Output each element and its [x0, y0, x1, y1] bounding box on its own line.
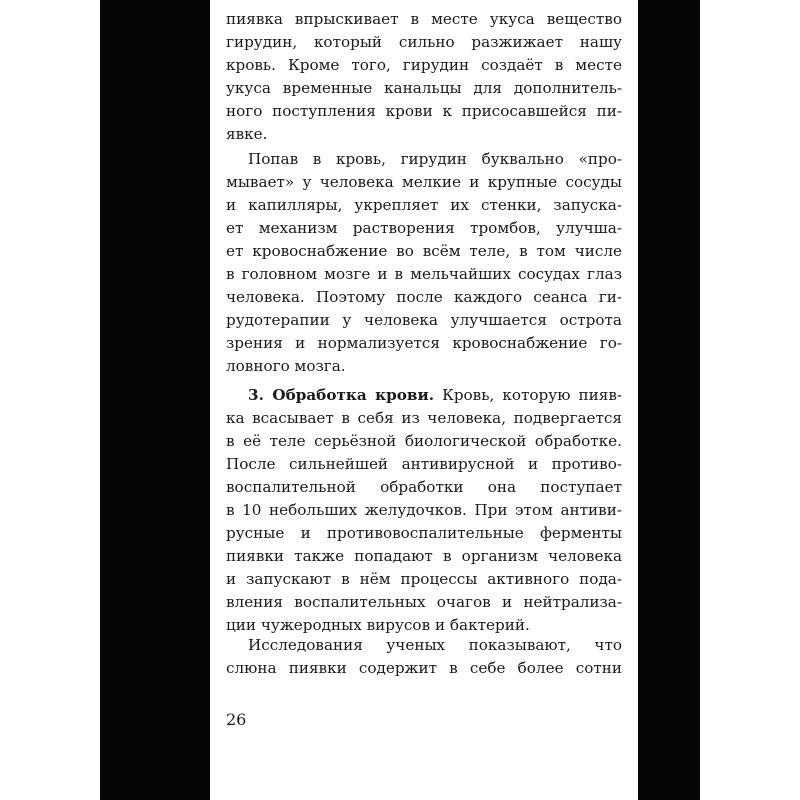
text-line: в головном мозге и в мельчайших сосудах глаз: [226, 265, 622, 283]
text-line: пиявка впрыскивает в месте укуса вещество: [226, 10, 622, 28]
text-line: Попав в кровь, гирудин буквально «про-: [248, 150, 622, 168]
text-line: в 10 небольших желудочков. При этом антиви-: [226, 501, 622, 519]
text-line: и капилляры, укрепляет их стенки, запуска-: [226, 196, 622, 214]
text-line: и запускают в нём процессы активного пода-: [226, 570, 622, 588]
section-heading: 3. Обработка крови.: [248, 386, 434, 404]
text-line: Исследования ученых показывают, что: [248, 636, 622, 654]
text-line: вления воспалительных очагов и нейтрализа-: [226, 593, 622, 611]
text-line: в её теле серьёзной биологической обработке.: [226, 432, 622, 450]
book-page: [210, 0, 638, 800]
paragraph-hirudin-effects: [226, 148, 622, 378]
text-line: зрения и нормализуется кровоснабжение го-: [226, 334, 622, 352]
text-line: кровь. Кроме того, гирудин создаёт в месте: [226, 56, 622, 74]
text-line: гирудин, который сильно разжижает нашу: [226, 33, 622, 51]
text-line: рудотерапии у человека улучшается острота: [226, 311, 622, 329]
text-line: ет кровоснабжение во всём теле, в том числе: [226, 242, 622, 260]
page-number: 26: [226, 710, 247, 729]
text-line: ловного мозга.: [226, 357, 346, 375]
scan-border-right: [638, 0, 700, 800]
paragraph-hirudin-injection: [226, 8, 622, 146]
paragraph-research: [226, 634, 622, 680]
text-line: русные и противовоспалительные ферменты: [226, 524, 622, 542]
text-line: человека. Поэтому после каждого сеанса ги-: [226, 288, 622, 306]
text-line: воспалительной обработки она поступает: [226, 478, 622, 496]
text-line: ного поступления крови к присосавшейся пи-: [226, 102, 622, 120]
text-line: [226, 384, 622, 407]
text-line: слюна пиявки содержит в себе более сотни: [226, 659, 622, 677]
text-line: явке.: [226, 125, 268, 143]
text-line: мывает» у человека мелкие и крупные сосуды: [226, 173, 622, 191]
text-line: ции чужеродных вирусов и бактерий.: [226, 616, 530, 634]
text-line: После сильнейшей антивирусной и противо-: [226, 455, 622, 473]
text-line: укуса временные канальцы для дополнитель-: [226, 79, 622, 97]
text-line: ет механизм растворения тромбов, улучша-: [226, 219, 622, 237]
section-heading-rest: Кровь, которую пияв-: [442, 386, 622, 404]
text-line: пиявки также попадают в организм человека: [226, 547, 622, 565]
text-line: ка всасывает в себя из человека, подвергается: [226, 409, 622, 427]
section-blood-processing: [226, 384, 622, 637]
scan-border-left: [100, 0, 210, 800]
